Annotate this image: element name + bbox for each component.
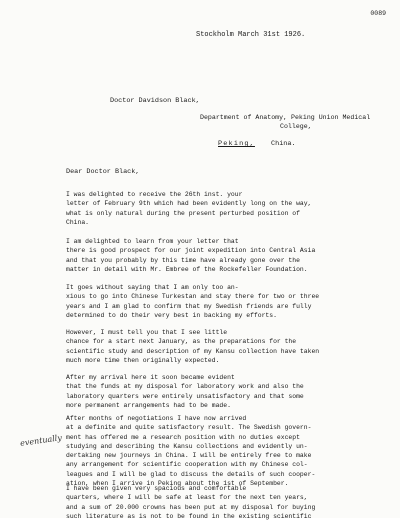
recipient-city	[218, 140, 296, 148]
salutation: Dear Doctor Black,	[66, 168, 140, 176]
department-line-2: College,	[280, 123, 312, 130]
paragraph-3: It goes without saying that I am only too an- xious to go into Chinese Turkestan and stay there for two or three years and I am glad to confirm that my Swedish friends are fully determined to do their very best in backing my efforts.	[66, 284, 320, 319]
paragraph-7: I have been given very spacious and comfortable quarters, where I will be safe at least for the next ten years, and a sum of 20.000 crowns has been put at my disposal for buying such literature as is not to be found in the existing scientific	[66, 485, 316, 520]
paragraph-6: After months of negotiations I have now arrived at a definite and quite satisfactory result. The Swedish govern- ment has offered me a research position with no duties except studying and describing the Kansu collections and evidently un- dertaking new journeys in China. I will be entirely free to make any arrangement for scientific cooperation with my Chinese col- leagues and I will be glad to discuss the details of such cooper- ation, when I arrive in Peking about the 1st of September.	[66, 415, 316, 488]
paragraph-2: I am delighted to learn from your letter that there is good prospect for our joint expedition into Central Asia and that you probably by this time have already gone over the matter in detail with Mr. Embree of the Rockefeller Foundation.	[66, 238, 316, 273]
department-line-1: Department of Anatomy, Peking Union Medical	[200, 114, 371, 121]
page-number: 0089	[370, 10, 386, 17]
paragraph-4: However, I must tell you that I see little chance for a start next January, as the preparations for the scientific study and description of my Kansu collection have taken much more time then originally expected.	[66, 329, 320, 364]
recipient-department	[200, 113, 370, 131]
paragraph-5: After my arrival here it soon became evident that the funds at my disposal for laboratory work and also the laboratory quarters were entirely unsatisfactory and that some more permanent arrangements had to be made.	[66, 374, 304, 409]
handwritten-margin-note: eventually	[19, 433, 63, 448]
letter-date: Stockholm March 31st 1926.	[196, 31, 306, 39]
paragraph-1: I was delighted to receive the 26th inst. your letter of February 9th which had been evidently long on the way, what is only natural during the present perturbed position of China.	[66, 191, 312, 226]
recipient-name: Doctor Davidson Black,	[110, 97, 200, 105]
city-name: Peking,	[218, 140, 255, 148]
country-name: China.	[271, 140, 296, 148]
